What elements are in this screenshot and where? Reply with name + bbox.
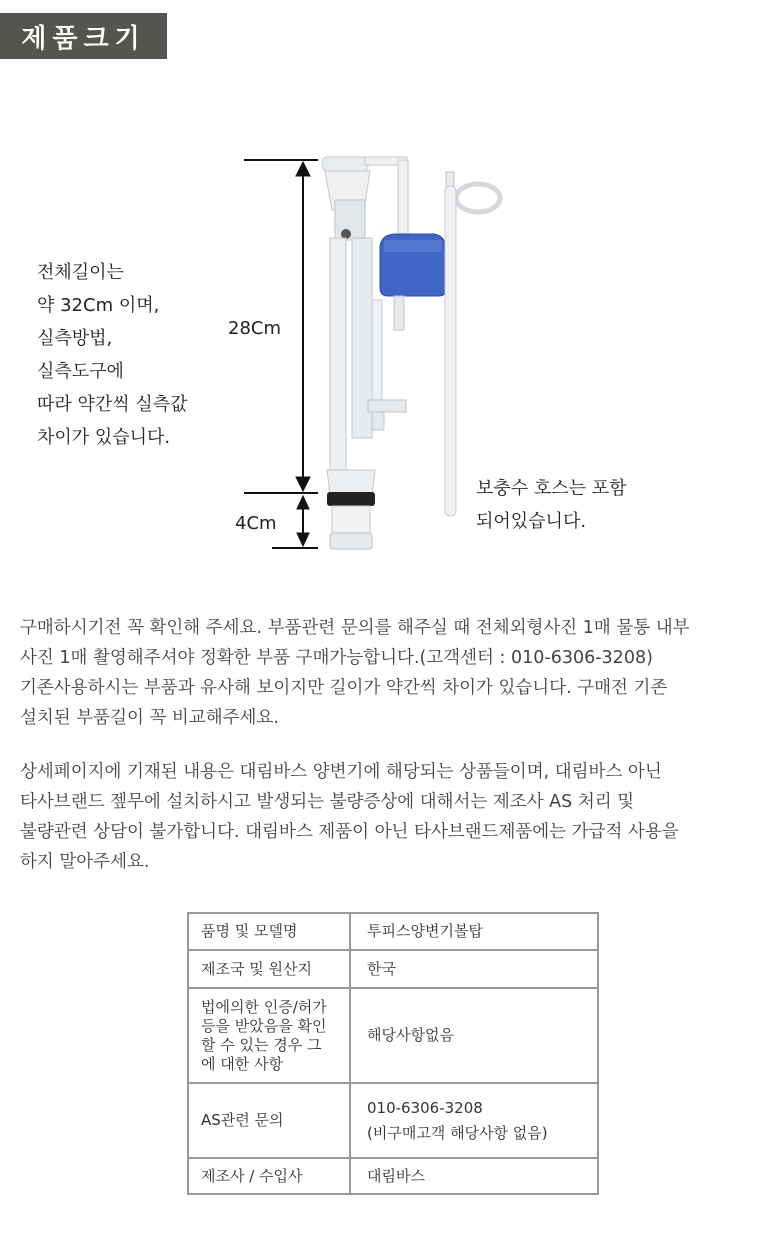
spec-value-line: 010-6306-3208 — [367, 1098, 483, 1117]
section-title: 제품크기 — [0, 13, 167, 59]
spec-value: 대림바스 — [350, 1158, 598, 1194]
hose-note — [476, 472, 627, 538]
spec-value: 한국 — [350, 950, 598, 988]
spec-key: AS관련 문의 — [188, 1083, 350, 1158]
dimension-lines — [244, 160, 318, 548]
spec-key: 제조국 및 원산지 — [188, 950, 350, 988]
description-line: 차이가 있습니다. — [37, 427, 171, 448]
table-row — [188, 1083, 598, 1158]
notice-line: 설치된 부품길이 꼭 비교해주세요. — [20, 708, 279, 728]
product-figure — [0, 0, 780, 600]
notice-line: 불량관련 상담이 불가합니다. 대림바스 제품이 아닌 타사브랜드제품에는 가급적 사용을 — [20, 822, 679, 842]
spec-key — [188, 988, 350, 1083]
table-row — [188, 950, 598, 988]
spec-key: 제조사 / 수입사 — [188, 1158, 350, 1194]
hose-note-line: 되어있습니다. — [476, 511, 587, 532]
dimension-label-main: 28Cm — [228, 318, 282, 339]
spec-table — [187, 912, 599, 1195]
hose-note-line: 보충수 호스는 포함 — [476, 478, 627, 499]
spec-key-line: 에 대한 사항 — [201, 1054, 283, 1073]
spec-key: 품명 및 모델명 — [188, 913, 350, 950]
description-line: 실측방법, — [37, 328, 113, 349]
notice-line: 사진 1매 촬영해주셔야 정확한 부품 구매가능합니다.(고객센터 : 010-6306-3208) — [20, 648, 653, 668]
notice-line: 상세페이지에 기재된 내용은 대림바스 양변기에 해당되는 상품들이며, 대림바스 아닌 — [20, 762, 662, 782]
notice-line: 하지 말아주세요. — [20, 852, 150, 872]
notice-line: 구매하시기전 꼭 확인해 주세요. 부품관련 문의를 해주실 때 전체외형사진 1매 물통 내부 — [20, 618, 690, 638]
description-line: 따라 약간씩 실측값 — [37, 394, 188, 415]
brand-notice — [20, 757, 679, 877]
spec-key-line: 법에의한 인증/허가 — [201, 997, 327, 1016]
spec-key-line: 할 수 있는 경우 그 — [201, 1035, 322, 1054]
spec-value — [350, 1083, 598, 1158]
spec-key-line: 등을 받았음을 확인 — [201, 1016, 327, 1035]
description-line: 약 32Cm 이며, — [37, 295, 160, 316]
dimension-label-small: 4Cm — [235, 513, 277, 534]
notice-line: 기존사용하시는 부품과 유사해 보이지만 길이가 약간씩 차이가 있습니다. 구매전 기존 — [20, 678, 668, 698]
spec-value: 해당사항없음 — [350, 988, 598, 1083]
table-row — [188, 913, 598, 950]
table-row — [188, 988, 598, 1083]
fill-valve — [322, 157, 500, 549]
notice-line: 타사브랜드 젶무에 설치하시고 발생되는 불량증상에 대해서는 제조사 AS 처리 및 — [20, 792, 635, 812]
spec-value: 투피스양변기볼탑 — [350, 913, 598, 950]
description-line: 전체길이는 — [37, 262, 124, 283]
purchase-notice — [20, 613, 690, 733]
description-line: 실측도구에 — [37, 361, 124, 382]
spec-value-line: (비구매고객 해당사항 없음) — [367, 1123, 548, 1142]
table-row — [188, 1158, 598, 1194]
